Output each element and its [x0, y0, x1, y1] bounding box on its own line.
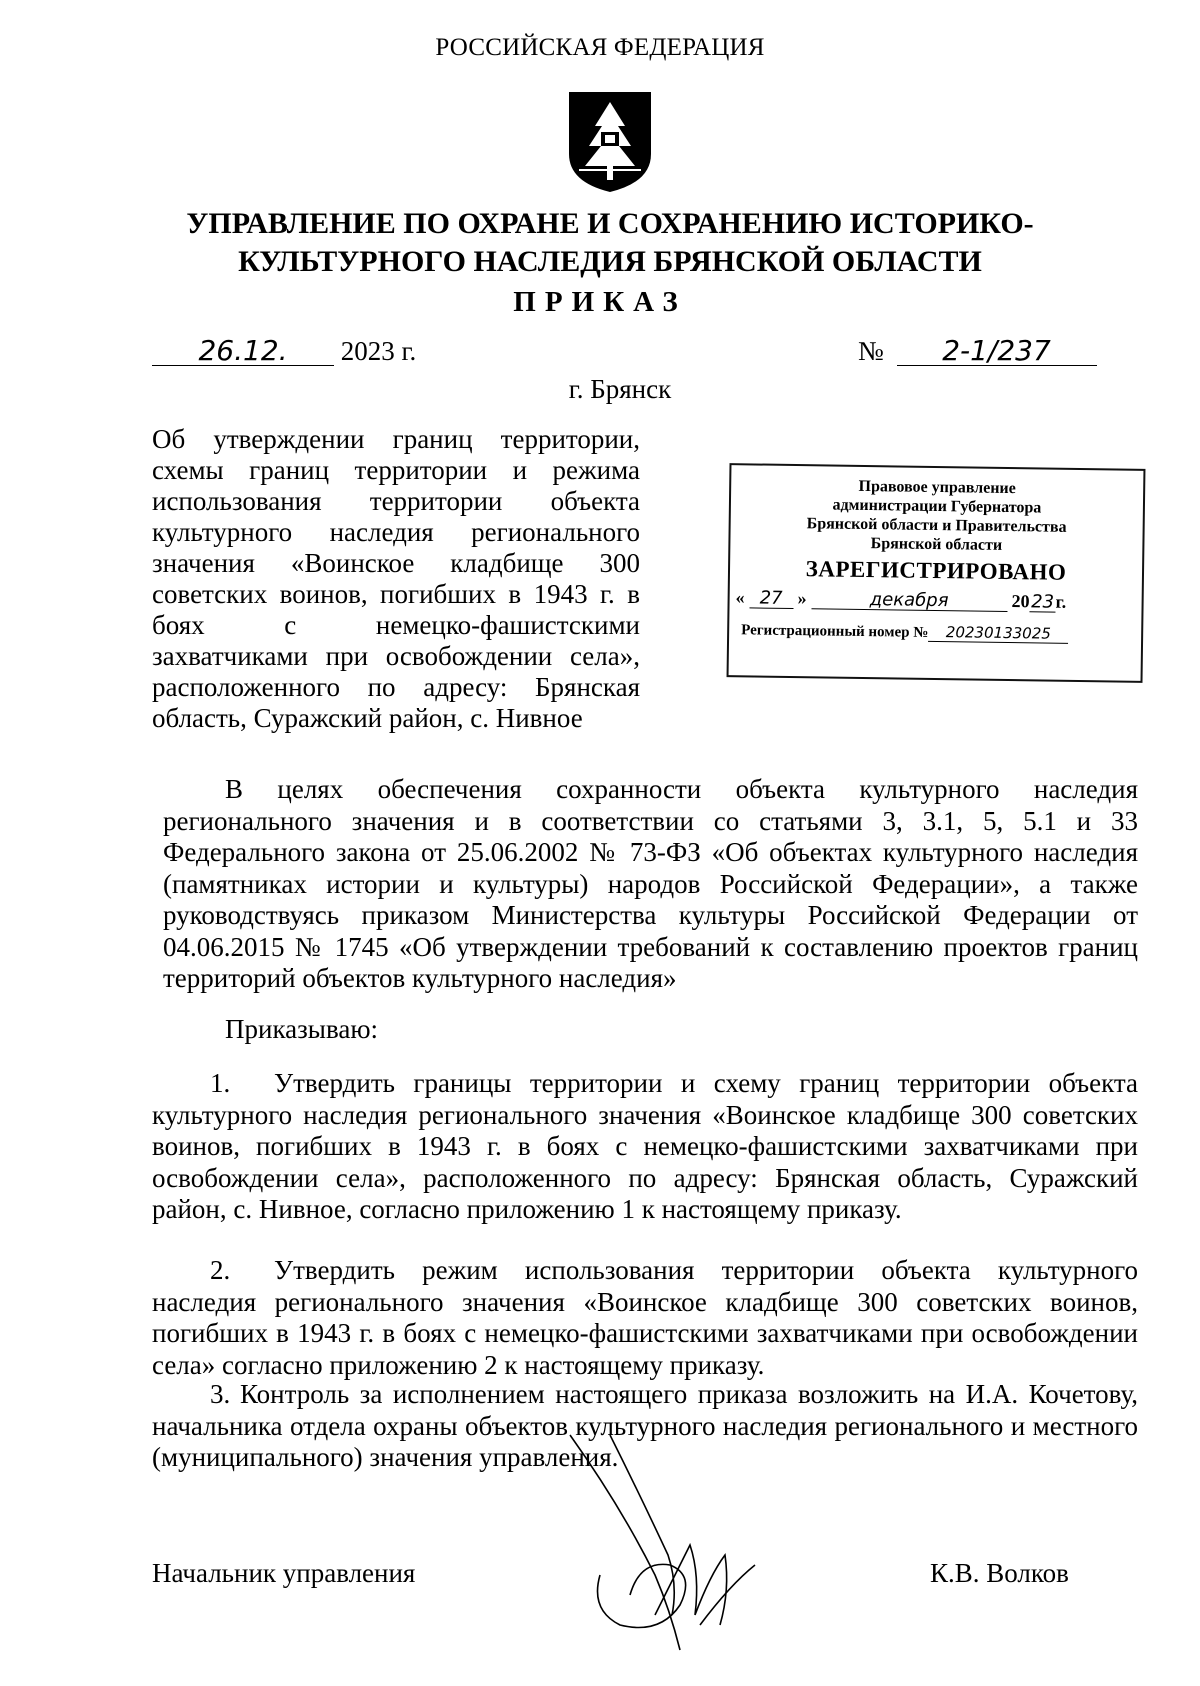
order-year: 2023 г.: [340, 336, 417, 366]
stamp-open-quote: «: [735, 587, 745, 608]
stamp-close-quote: »: [797, 588, 807, 609]
order-date: [152, 336, 416, 367]
stamp-year: 23: [1031, 591, 1055, 613]
item-number: 3.: [210, 1379, 231, 1409]
stamp-month: декабря: [811, 590, 1007, 612]
stamp-registration: [729, 620, 1141, 645]
order-word: Приказываю:: [225, 1014, 378, 1044]
registration-stamp: [727, 463, 1146, 683]
coat-of-arms-icon: [565, 88, 655, 194]
stamp-status: ЗАРЕГИСТРИРОВАНО: [805, 556, 1067, 585]
stamp-day: 27: [749, 589, 793, 609]
country-name: РОССИЙСКАЯ ФЕДЕРАЦИЯ: [435, 34, 765, 61]
stamp-year-g: г.: [1055, 591, 1067, 612]
order-item-2: [152, 1255, 1138, 1381]
document-subject: Об утверждении границ территории, схемы границ территории и режима использования территории объекта культурного наследия регионального значения «Воинское кладбище 300 советских воинов, погибших в 1943 г. в боях с немецко-фашистскими захватчиками при освобождении села», расположенного по адресу: Брянская область, Суражский район, с. Нивное: [152, 424, 640, 733]
number-sign: №: [858, 336, 884, 366]
handwritten-date: 26.12.: [152, 337, 334, 366]
item-number: 1.: [210, 1068, 231, 1098]
signatory-position: Начальник управления: [152, 1558, 416, 1588]
city: г. Брянск: [568, 374, 672, 404]
stamp-line-4: Брянской области: [870, 535, 1003, 554]
handwritten-signature: [560, 1425, 780, 1665]
stamp-reg-number: 20230133025: [928, 623, 1068, 644]
order-item-1: [152, 1068, 1138, 1226]
preamble-paragraph: В целях обеспечения сохранности объекта культурного наследия регионального значения и в соответствии со статьями 3, 3.1, 5, 5.1 и 33 Федерального закона от 25.06.2002 № 73-ФЗ «Об объектах культурного наследия (памятниках истории и культуры) народов Российской Федерации», а также руководствуясь приказом Министерства культуры Российской Федерации от 04.06.2015 № 1745 «Об утверждении требований к составлению проектов границ территорий объектов культурного наследия»: [163, 774, 1138, 993]
stamp-year-prefix: 20: [1011, 591, 1030, 612]
stamp-line-1: Правовое управление: [858, 477, 1016, 498]
stamp-date: [729, 587, 1141, 614]
organization-title: [150, 205, 1070, 281]
item-number: 2.: [210, 1255, 231, 1285]
order-number: [858, 336, 1097, 367]
stamp-reg-label: Регистрационный номер №: [741, 622, 929, 641]
handwritten-number: 2-1/237: [897, 337, 1097, 366]
document-type: ПРИКАЗ: [513, 286, 687, 318]
item-text: Утвердить границы территории и схему границ территории объекта культурного наследия регионального значения «Воинское кладбище 300 советских воинов, погибших в 1943 г. в боях с немецко-фашистскими захватчиками при освобождении села», расположенного по адресу: Брянская область, Суражский район, с. Нивное, согласно приложению 1 к настоящему приказу.: [152, 1068, 1138, 1224]
item-text: Утвердить режим использования территории объекта культурного наследия регионального значения «Воинское кладбище 300 советских воинов, погибших в 1943 г. в боях с немецко-фашистскими захватчиками при освобождении села» согласно приложению 2 к настоящему приказу.: [152, 1255, 1138, 1380]
organization-line-2: КУЛЬТУРНОГО НАСЛЕДИЯ БРЯНСКОЙ ОБЛАСТИ: [238, 245, 982, 278]
item-text: Контроль за исполнением настоящего приказа возложить на И.А. Кочетову, начальника отдела охраны объектов культурного наследия регионального и местного (муниципального) значения управления.: [152, 1379, 1138, 1472]
signatory-name: К.В. Волков: [930, 1558, 1069, 1588]
stamp-line-2: администрации Губернатора: [832, 496, 1042, 517]
organization-line-1: УПРАВЛЕНИЕ ПО ОХРАНЕ И СОХРАНЕНИЮ ИСТОРИКО-: [186, 207, 1034, 240]
stamp-line-3: Брянской области и Правительства: [806, 515, 1067, 536]
